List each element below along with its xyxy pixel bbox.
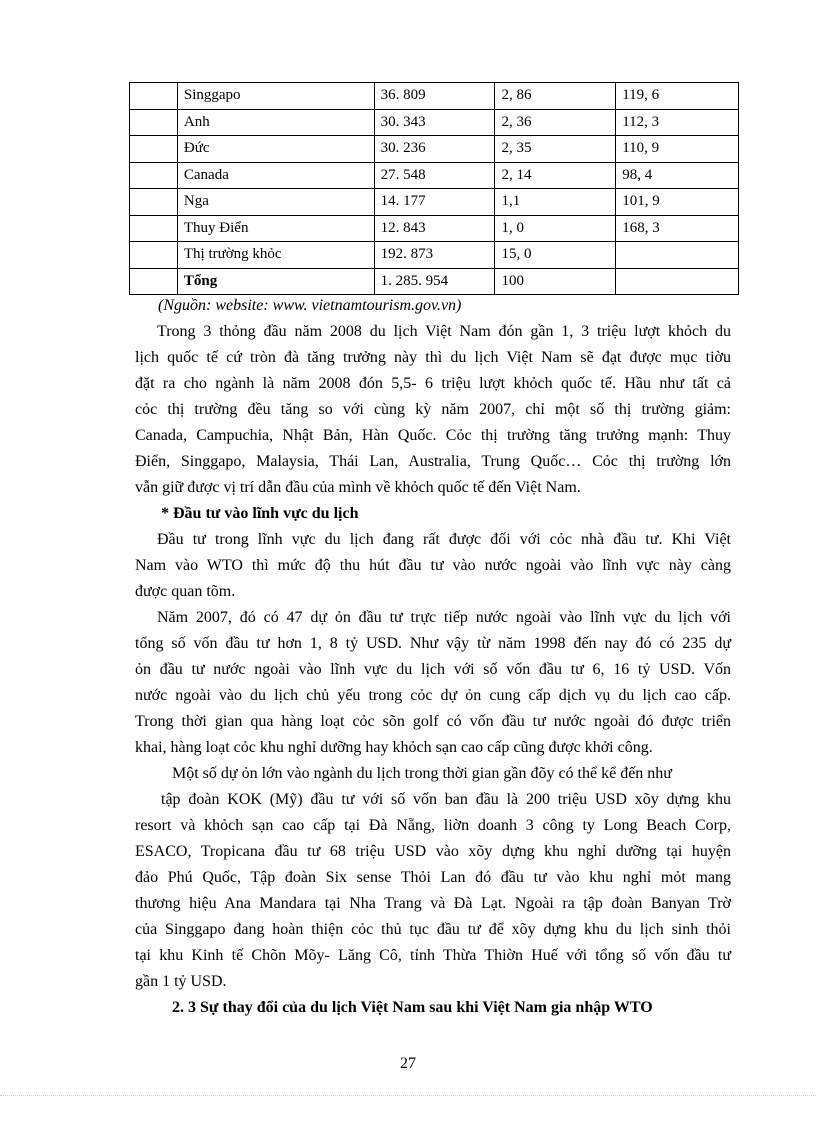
total-label-cell: Tổng (177, 268, 374, 295)
text-line: Đầu tư trong lĩnh vực du lịch đang rất được đối với cỏc nhà đầu tư. Khi Việt (157, 531, 731, 548)
table-cell (130, 83, 178, 110)
market-name-cell: Thuy Điển (177, 215, 374, 242)
table-row (130, 215, 739, 242)
text-line: vẫn giữ được vị trí dẫn đầu của mình về khỏch quốc tế đến Việt Nam. (135, 479, 581, 496)
visitor-count-cell: 30. 343 (374, 109, 495, 136)
page-number: 27 (400, 1055, 416, 1072)
market-name-cell: Singgapo (177, 83, 374, 110)
growth-cell (616, 268, 739, 295)
text-line: Nam vào WTO thì mức độ thu hút đầu tư vào nước ngoài vào lĩnh vực này càng (135, 557, 731, 574)
text-line: resort và khỏch sạn cao cấp tại Đà Nẵng, liờn doanh 3 công ty Long Beach Corp, (135, 817, 731, 834)
visitor-count-cell: 27. 548 (374, 162, 495, 189)
table-row (130, 162, 739, 189)
section-heading: * Đầu tư vào lĩnh vực du lịch (161, 505, 359, 522)
share-percent-cell: 1, 0 (495, 215, 616, 242)
table-cell (130, 136, 178, 163)
paragraph-investment (135, 527, 731, 605)
tourist-market-table (129, 82, 739, 295)
text-line: tại khu Kinh tế Chõn Mõy- Lăng Cô, tỉnh Thừa Thiờn Huế với tổng số vốn đầu tư (135, 947, 731, 964)
growth-cell: 98, 4 (616, 162, 739, 189)
growth-cell: 101, 9 (616, 189, 739, 216)
text-line: Năm 2007, đó có 47 dự ỏn đầu tư trực tiếp nước ngoài vào lĩnh vực du lịch với (157, 609, 731, 626)
growth-cell: 168, 3 (616, 215, 739, 242)
visitor-count-cell: 192. 873 (374, 242, 495, 269)
text-line: đặt ra cho ngành là năm 2008 đón 5,5- 6 triệu lượt khỏch quốc tế. Hầu như tất cả (135, 375, 731, 392)
share-percent-cell: 1,1 (495, 189, 616, 216)
text-line: thương hiệu Ana Mandara tại Nha Trang và Đà Lạt. Ngoài ra tập đoàn Banyan Trờ (135, 895, 731, 912)
growth-cell: 119, 6 (616, 83, 739, 110)
market-name-cell: Thị trường khỏc (177, 242, 374, 269)
visitor-count-cell: 12. 843 (374, 215, 495, 242)
text-line: của Singgapo đang hoàn thiện cỏc thủ tục đầu tư để xõy dựng khu du lịch sinh thỏi (135, 921, 731, 938)
page-edge (0, 1095, 816, 1096)
table-cell (130, 189, 178, 216)
share-percent-cell: 2, 36 (495, 109, 616, 136)
text-line: Trong thời gian qua hàng loạt cỏc sõn golf có vốn đầu tư nước ngoài đó được triển (135, 713, 731, 730)
market-name-cell: Nga (177, 189, 374, 216)
total-count-cell: 1. 285. 954 (374, 268, 495, 295)
growth-cell: 112, 3 (616, 109, 739, 136)
table-total-row (130, 268, 739, 295)
text-line: cỏc thị trường đều tăng so với cùng kỳ năm 2007, chỉ một số thị trường giảm: (135, 401, 731, 418)
text-line: tập đoàn KOK (Mỹ) đầu tư với số vốn ban đầu là 200 triệu USD xõy dựng khu (161, 791, 731, 808)
subsection-heading: 2. 3 Sự thay đổi của du lịch Việt Nam sau khi Việt Nam gia nhập WTO (172, 999, 653, 1016)
visitor-count-cell: 36. 809 (374, 83, 495, 110)
share-percent-cell: 15, 0 (495, 242, 616, 269)
text-line: Trong 3 thỏng đầu năm 2008 du lịch Việt Nam đón gần 1, 3 triệu lượt khỏch du (157, 323, 731, 340)
growth-cell: 110, 9 (616, 136, 739, 163)
table-cell (130, 215, 178, 242)
share-percent-cell: 2, 35 (495, 136, 616, 163)
share-percent-cell: 2, 86 (495, 83, 616, 110)
total-percent-cell: 100 (495, 268, 616, 295)
table-row (130, 136, 739, 163)
text-line: nước ngoài vào du lịch chủ yếu trong cỏc dự ỏn cung cấp dịch vụ du lịch cao cấp. (135, 687, 731, 704)
text-line: Canada, Campuchia, Nhật Bản, Hàn Quốc. Cỏc thị trường tăng trưởng mạnh: Thuy (135, 427, 731, 444)
text-line: gần 1 tỷ USD. (135, 973, 227, 990)
text-line: khai, hàng loạt cỏc khu nghỉ dưỡng hay khỏch sạn cao cấp cũng được khởi công. (135, 739, 653, 756)
text-line: Một số dự ỏn lớn vào ngành du lịch trong thời gian gần đõy có thể kể đến như (172, 765, 672, 782)
table-row (130, 242, 739, 269)
paragraph-inbound-tourists (135, 319, 731, 501)
visitor-count-cell: 30. 236 (374, 136, 495, 163)
visitor-count-cell: 14. 177 (374, 189, 495, 216)
text-line: ỏn đầu tư nước ngoài vào lĩnh vực du lịch với số vốn đầu tư 6, 16 tỷ USD. Vốn (135, 661, 731, 678)
text-line: ESACO, Tropicana đầu tư 68 triệu USD vào xõy dựng khu nghỉ dưỡng tại huyện (135, 843, 731, 860)
table-cell (130, 242, 178, 269)
text-line: lịch quốc tế cứ tròn đà tăng trưởng này thì du lịch Việt Nam sẽ đạt được mục tiờu (135, 349, 731, 366)
text-line: được quan tõm. (135, 583, 236, 600)
paragraph-major-projects (135, 761, 731, 995)
table-cell (130, 268, 178, 295)
paragraph-fdi-projects (135, 605, 731, 761)
text-line: tổng số vốn đầu tư hơn 1, 8 tỷ USD. Như vậy từ năm 1998 đến nay đó có 235 dự (135, 635, 731, 652)
market-name-cell: Anh (177, 109, 374, 136)
market-name-cell: Canada (177, 162, 374, 189)
table-row (130, 109, 739, 136)
share-percent-cell: 2, 14 (495, 162, 616, 189)
growth-cell (616, 242, 739, 269)
source-note: (Nguồn: website: www. vietnamtourism.gov.vn) (158, 297, 462, 314)
table-row (130, 83, 739, 110)
text-line: Điển, Singgapo, Malaysia, Thái Lan, Australia, Trung Quốc… Cỏc thị trường lớn (135, 453, 731, 470)
text-line: đảo Phú Quốc, Tập đoàn Six sense Thỏi Lan đó đầu tư vào khu nghỉ mỏt mang (135, 869, 731, 886)
table-cell (130, 162, 178, 189)
market-name-cell: Đức (177, 136, 374, 163)
table-cell (130, 109, 178, 136)
table-row (130, 189, 739, 216)
